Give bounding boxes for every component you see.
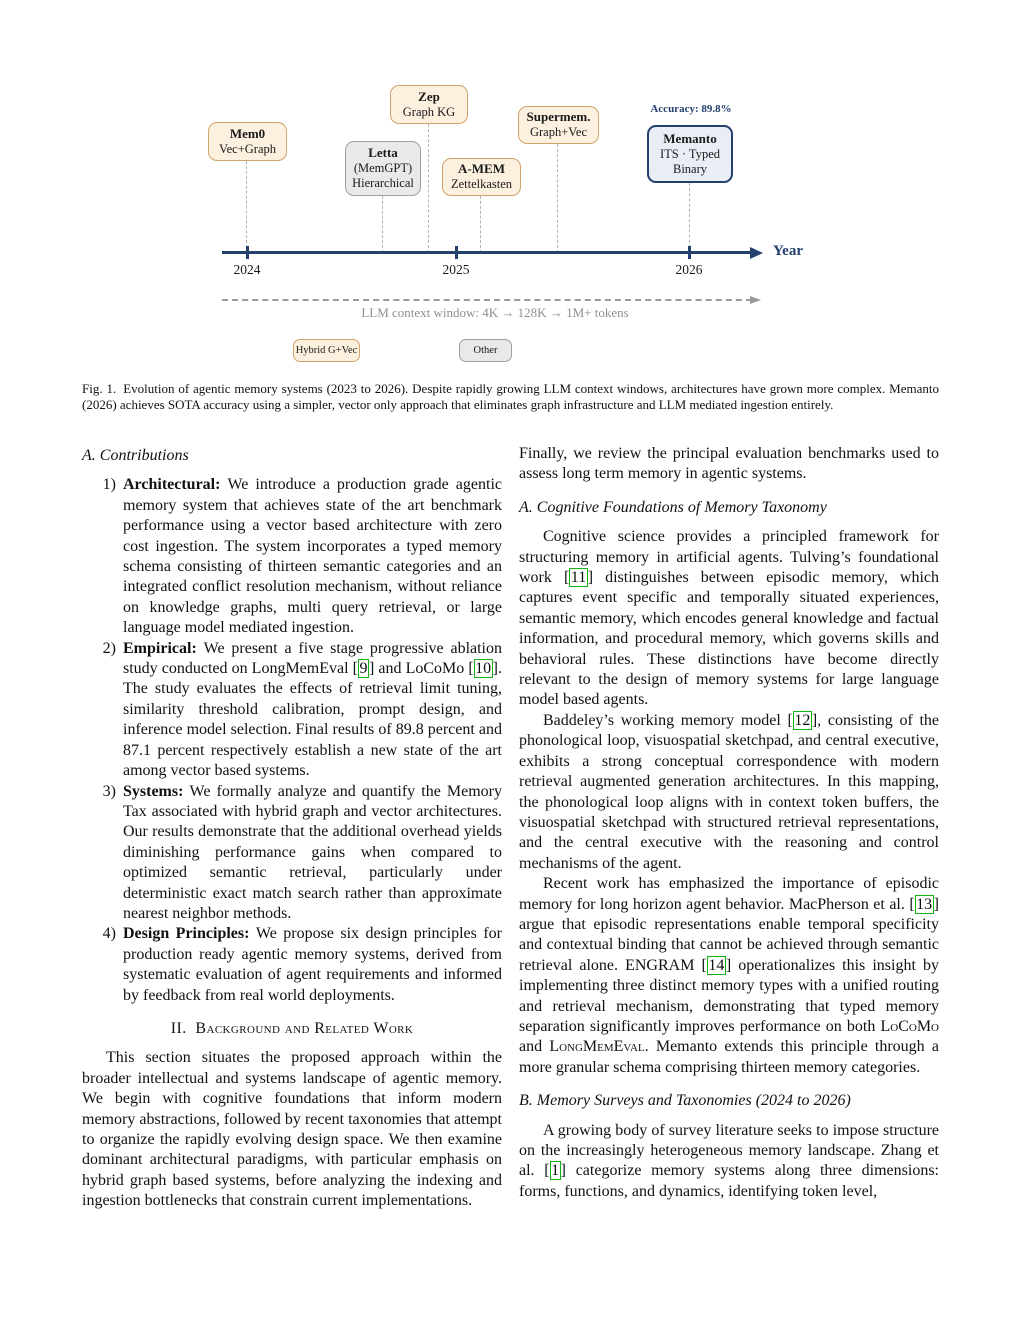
tick-2026 [688, 246, 691, 259]
text-segment: operationalizes this insight by implementing three distinct memory types with a unified routing and retrieval mechanism, demonstrating that typed memory separation significantly improves performance on both [519, 956, 939, 1035]
box-title: Letta [368, 145, 398, 161]
box-title: Memanto [663, 130, 717, 146]
figure-caption [82, 381, 939, 413]
citation-link[interactable]: 11 [570, 569, 587, 587]
timeline-box-zep [390, 85, 468, 124]
contribution-item-4 [82, 924, 502, 1006]
text-segment: LongMemEval [549, 1038, 645, 1056]
text-segment: Recent work has emphasized the importance of episodic memory for long horizon agent behavior. MacPherson et al. [519, 875, 939, 913]
text-segment: categorize memory systems along three dimensions: forms, functions, and dynamics, identifying token level, [519, 1162, 940, 1200]
text-segment: and LoCoMo [374, 660, 469, 678]
list-item-text [123, 475, 502, 638]
text-segment: Empirical: [123, 639, 204, 657]
connector-supermem [557, 144, 558, 253]
list-item-number: 1) [102, 476, 116, 494]
context-window-arrow [222, 299, 752, 301]
box-title: Supermem. [526, 109, 591, 125]
box-subtitle: Hierarchical [352, 176, 414, 191]
box-subtitle: Zettelkasten [450, 177, 513, 192]
text-segment: Architectural: [123, 476, 228, 494]
text-segment: Design Principles: [123, 925, 256, 943]
box-subtitle: Graph+Vec [529, 125, 588, 140]
contribution-item-1 [82, 475, 502, 638]
timeline-axis [222, 251, 752, 254]
box-subtitle: (MemGPT) [353, 161, 413, 176]
text-segment: We present a five stage progressive ablation study conducted on LongMemEval [123, 639, 503, 678]
contributions-list [82, 475, 502, 1006]
citation-link[interactable]: 12 [794, 711, 811, 729]
figure-caption-text: Evolution of agentic memory systems (2023 to 2026). Despite rapidly growing LLM context windows, architectures have grown more complex. Memanto (2026) achieves SOTA accuracy using a simpler, vector only approach that eliminates graph infrastructure and LLM mediated ingestion entirely. [82, 381, 940, 412]
text-segment: , consisting of the phonological loop, visuospatial sketchpad, and central executive, exhibits a strong conceptual correspondence with modern retrieval augmented generation architectures. In this mapping, the phonological loop aligns with in context token buffers, the visuospatial sketchpad with structured retrieval representations, and the central executive with the reasoning and control mechanisms of the agent. [519, 711, 940, 872]
box-subtitle: Graph KG [402, 104, 456, 119]
box-title: Mem0 [229, 125, 266, 141]
paragraph-surveys: A growing body of survey literature seeks to impose structure on the increasingly heterogeneous memory landscape. Zhang et al. [1] categorize memory systems along three dimensions: forms, functions, and dynamics, identifying token level, [519, 1121, 940, 1200]
citation-link[interactable]: 14 [708, 956, 725, 974]
text-segment: Baddeley’s working memory model [543, 711, 788, 729]
text-segment: We formally analyze and quantify the Memory Tax associated with hybrid graph and vector architectures. Our results demonstrate that the additional overhead yields diminishing performance gains when compared to optimized semantic retrieval, particularly under deterministic exact match search rather than approximate nearest neighbor methods. [123, 782, 503, 922]
tick-2025 [455, 246, 458, 259]
text-segment: argue that episodic representations enable temporal specificity and contextual binding that cannot be achieved through semantic retrieval alone. ENGRAM [519, 915, 939, 974]
text-segment: Systems: [123, 782, 190, 800]
text-segment: LoCoMo [880, 1017, 939, 1035]
legend-label: Hybrid G+Vec [295, 345, 358, 356]
timeline-box-letta [345, 141, 421, 196]
text-segment: A growing body of survey literature seeks to impose structure on the increasingly heterogeneous memory landscape. Zhang et al. [519, 1121, 939, 1180]
box-title: Zep [418, 88, 440, 104]
box-subtitle: ITS · Typed [660, 146, 720, 161]
citation-link[interactable]: 10 [475, 660, 492, 678]
list-item-text: Empirical: We present a five stage progressive ablation study conducted on LongMemEval [9] and LoCoMo [10]. The study evaluates the effects of retrieval limit tuning, similarity threshold calibration, prompt design, and inference model selection. Final results of 89.8 percent and 87.1 percent respectively establish a new state of the art among vector based systems. [123, 639, 503, 780]
citation-link[interactable]: 13 [916, 895, 933, 913]
text-segment: . Memanto extends this principle through a more granular schema comprising thirteen memory categories. [519, 1038, 939, 1076]
text-segment: We propose six design principles for production ready agentic memory systems, derived from systematic evaluation of agent requirements and informed by feedback from real world deployments. [123, 925, 502, 1004]
connector-letta [382, 196, 383, 253]
text-segment: distinguishes between episodic memory, which captures event specific and temporally situated experiences, semantic memory, which encodes general knowledge and factual information, and procedural memory, which governs skills and behavioral rules. These distinctions have become directly relevant to the design of memory systems for large language model based agents. [519, 569, 939, 709]
text-segment: II. [170, 1019, 196, 1037]
timeline-box-memanto [647, 125, 733, 183]
left-column [82, 444, 502, 1212]
list-item-number: 4) [102, 925, 116, 943]
paragraph-baddeley: Baddeley’s working memory model [12], consisting of the phonological loop, visuospatial sketchpad, and central executive, exhibits a strong conceptual correspondence with modern retrieval augmented generation architectures. In this mapping, the phonological loop aligns with in context token buffers, the visuospatial sketchpad with structured retrieval representations, and the central executive with the reasoning and control mechanisms of the agent. [519, 711, 940, 872]
figure-timeline [0, 0, 1020, 420]
box-subtitle: Binary [672, 161, 708, 176]
text-segment: We introduce a production grade agentic memory system that achieves state of the art benchmark performance using a vector based architecture with zero cost ingestion. The system incorporates a typed memory schema consisting of thirteen semantic categories and an integrated conflict resolution mechanism, without reliance on knowledge graphs, multi query retrieval, or large language model mediated ingestion. [123, 476, 502, 637]
connector-amem [480, 196, 481, 253]
contribution-item-3 [82, 782, 502, 925]
tick-2024 [246, 246, 249, 259]
list-item-number: 3) [102, 782, 116, 800]
text-segment: . The study evaluates the effects of retrieval limit tuning, similarity threshold calibration, prompt design, and inference model selection. Final results of 89.8 percent and 87.1 percent respectively establish a new state of the art among vector based systems. [123, 660, 502, 780]
paragraph-episodic: Recent work has emphasized the importance of episodic memory for long horizon agent behavior. MacPherson et al. [13] argue that episodic representations enable temporal specificity and contextual binding that cannot be achieved through semantic retrieval alone. ENGRAM [14] operationalizes this insight by implementing three distinct memory types with a unified routing and retrieval mechanism, demonstrating that typed memory separation significantly improves performance on both LoCoMo and LongMemEval. Memanto extends this principle through a more granular schema comprising thirteen memory categories. [519, 875, 939, 1076]
text-segment: and [519, 1038, 550, 1056]
text-segment: Background and Related Work [195, 1019, 414, 1037]
legend-hybrid-gvec [293, 339, 360, 362]
year-label-2025: 2025 [442, 262, 470, 277]
context-window-arrowhead-icon [750, 296, 761, 304]
figure-caption-label: Fig. 1. [82, 381, 117, 396]
text-segment: Cognitive science provides a principled framework for structuring memory in artificial agents. Tulving’s foundational work [519, 528, 939, 587]
subsection-heading-cognitive: A. Cognitive Foundations of Memory Taxonomy [519, 498, 827, 516]
citation-link[interactable]: 9 [359, 660, 368, 678]
citation-link[interactable]: 1 [551, 1162, 560, 1180]
right-column [519, 444, 939, 1202]
connector-memanto [689, 183, 690, 253]
connector-zep [428, 124, 429, 253]
paragraph-tulving: Cognitive science provides a principled framework for structuring memory in artificial agents. Tulving’s foundational work [11] distinguishes between episodic memory, which captures event specific and temporally situated experiences, semantic memory, which encodes general knowledge and factual information, and procedural memory, which governs skills and behavioral rules. These distinctions have become directly relevant to the design of memory systems for large language model based agents. [519, 528, 939, 709]
list-item-text [123, 924, 502, 1006]
legend-other [459, 339, 512, 362]
paragraph-section-overview: This section situates the proposed approach within the broader intellectual and systems landscape of agentic memory. We begin with cognitive foundations that inform modern memory abstractions, followed by recent taxonomies that attempt to organize the rapidly evolving design space. We then examine dominant architectural paradigms, with particular emphasis on hybrid graph based systems, before analyzing the indexing and ingestion bottlenecks that constrain current implementations. [82, 1049, 502, 1210]
list-item-number: 2) [102, 639, 116, 657]
list-item-text [123, 782, 502, 925]
contribution-item-2 [82, 639, 502, 782]
legend-label: Other [473, 345, 498, 356]
year-label-2026: 2026 [675, 262, 703, 277]
year-label-2024: 2024 [233, 262, 261, 277]
subsection-heading-contributions: A. Contributions [82, 447, 189, 464]
accuracy-badge: Accuracy: 89.8% [650, 103, 732, 115]
section-heading-background [82, 1019, 502, 1039]
box-subtitle: Vec+Graph [218, 141, 277, 156]
paragraph-continuation: Finally, we review the principal evaluation benchmarks used to assess long term memory in agentic systems. [519, 445, 939, 483]
connector-mem0 [246, 161, 247, 253]
timeline-box-mem0 [208, 122, 287, 161]
axis-title: Year [773, 243, 803, 259]
timeline-box-supermem [518, 106, 599, 144]
context-window-label: LLM context window: 4K → 128K → 1M+ tokens [361, 305, 629, 320]
timeline-box-amem [442, 158, 521, 196]
subsection-heading-surveys: B. Memory Surveys and Taxonomies (2024 to 2026) [519, 1092, 851, 1110]
timeline-axis-arrowhead-icon [750, 247, 763, 259]
box-title: A-MEM [458, 161, 505, 177]
